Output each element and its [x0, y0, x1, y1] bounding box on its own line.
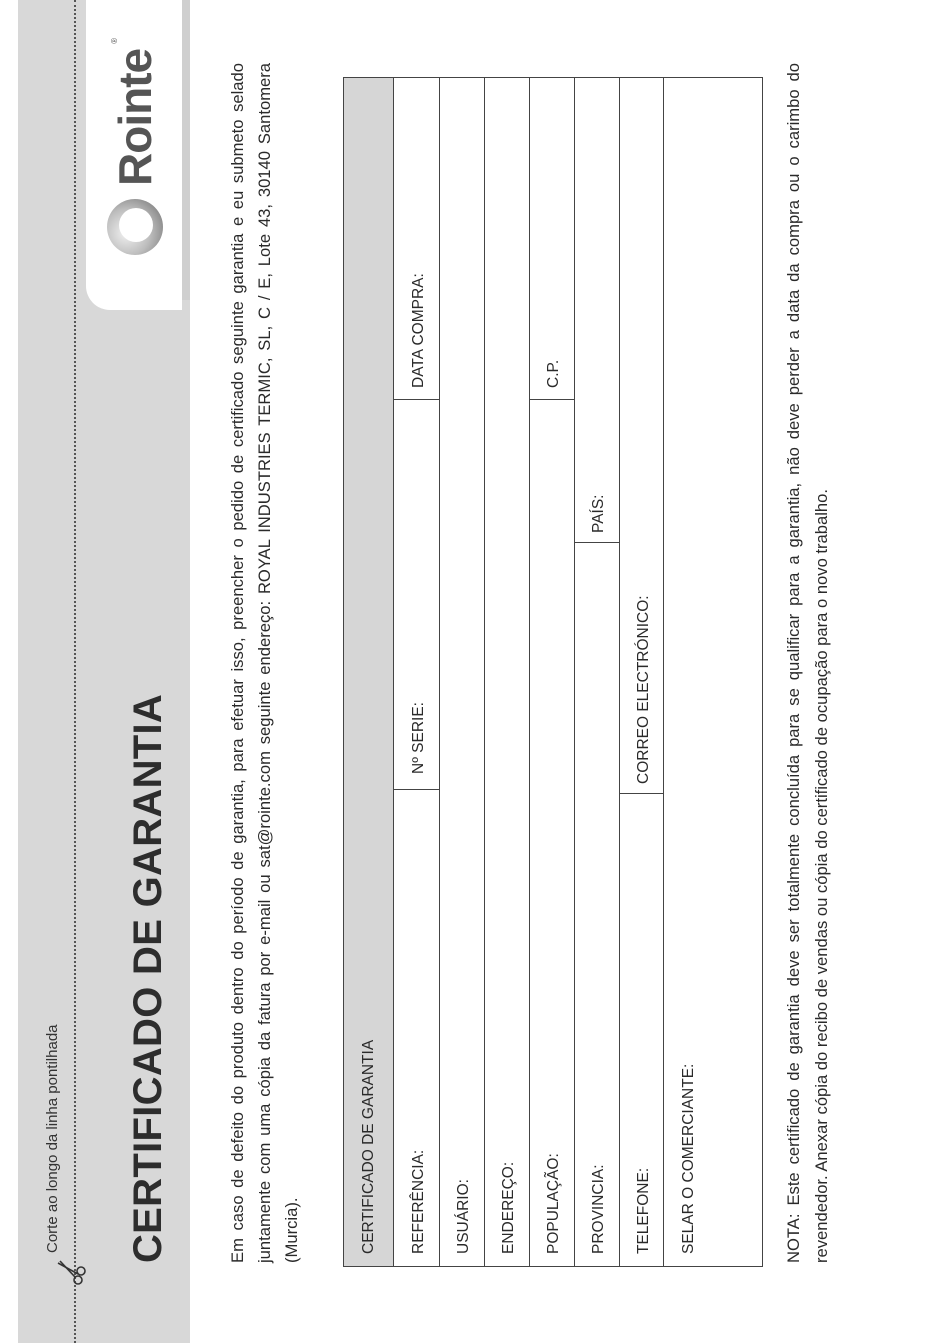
warranty-form [343, 77, 763, 1267]
divider-serie-compra [394, 399, 440, 400]
cp-label: C.P. [545, 359, 562, 388]
rointe-logo [100, 38, 170, 258]
ring-logo-icon [104, 196, 166, 258]
provincia-label: PROVINCIA: [590, 1164, 607, 1254]
data-compra-label: DATA COMPRA: [410, 273, 427, 388]
form-header [344, 78, 394, 1266]
note-paragraph: NOTA: Este certificado de garantia deve ser totalmente concluída para se qualificar para a garantia, não deve perder a data da compra ou o carimbo do revendedor. Anexar cópia do recibo de vendas ou cópia do certificado de ocupação para o novo trabalho. [784, 63, 831, 1263]
logo-text [108, 38, 162, 186]
logo-wordmark: Rointe [109, 48, 161, 186]
divider-populacao-cp [530, 399, 575, 400]
n-serie-label: Nº SERIE: [410, 702, 427, 774]
telefone-label: TELEFONE: [635, 1167, 652, 1254]
endereco-label: ENDEREÇO: [500, 1161, 517, 1254]
divider-telefone-correo [620, 793, 664, 794]
form-row-usuario[interactable] [440, 78, 485, 1266]
pais-label: PAÍS: [590, 494, 607, 533]
correo-label: CORREO ELECTRÓNICO: [635, 595, 652, 784]
usuario-label: USUÁRIO: [455, 1179, 472, 1254]
divider-provincia-pais [575, 542, 620, 543]
form-row-provincia[interactable] [575, 78, 620, 1266]
referencia-label: REFERÊNCIA: [410, 1149, 427, 1254]
scissors-icon [56, 1257, 86, 1287]
intro-paragraph: Em caso de defeito do produto dentro do período de garantia, para efetuar isso, preencher o pedido de certificado seguinte garantia e eu submeto selado juntamente com uma cópia da fatura por e-mail ou sat@rointe.com seguinte endereço: ROYAL INDUSTRIES TERMIC, SL, C / E, Lote 43, 30140 Santomera (Murcia). [228, 63, 301, 1263]
form-header-label: CERTIFICADO DE GARANTIA [360, 1039, 377, 1254]
page-title: CERTIFICADO DE GARANTIA [126, 693, 170, 1263]
form-row-referencia[interactable] [394, 78, 440, 1266]
form-row-populacao[interactable] [530, 78, 575, 1266]
selar-label: SELAR O COMERCIANTE: [680, 1063, 697, 1254]
populacao-label: POPULAÇÃO: [545, 1153, 562, 1254]
form-row-endereco[interactable] [485, 78, 530, 1266]
registered-mark: ® [110, 38, 119, 44]
form-row-selar[interactable] [664, 78, 762, 1266]
divider-referencia-serie [394, 789, 440, 790]
form-row-telefone[interactable] [620, 78, 664, 1266]
cut-instruction: Corte ao longo da linha pontilhada [44, 1024, 61, 1253]
